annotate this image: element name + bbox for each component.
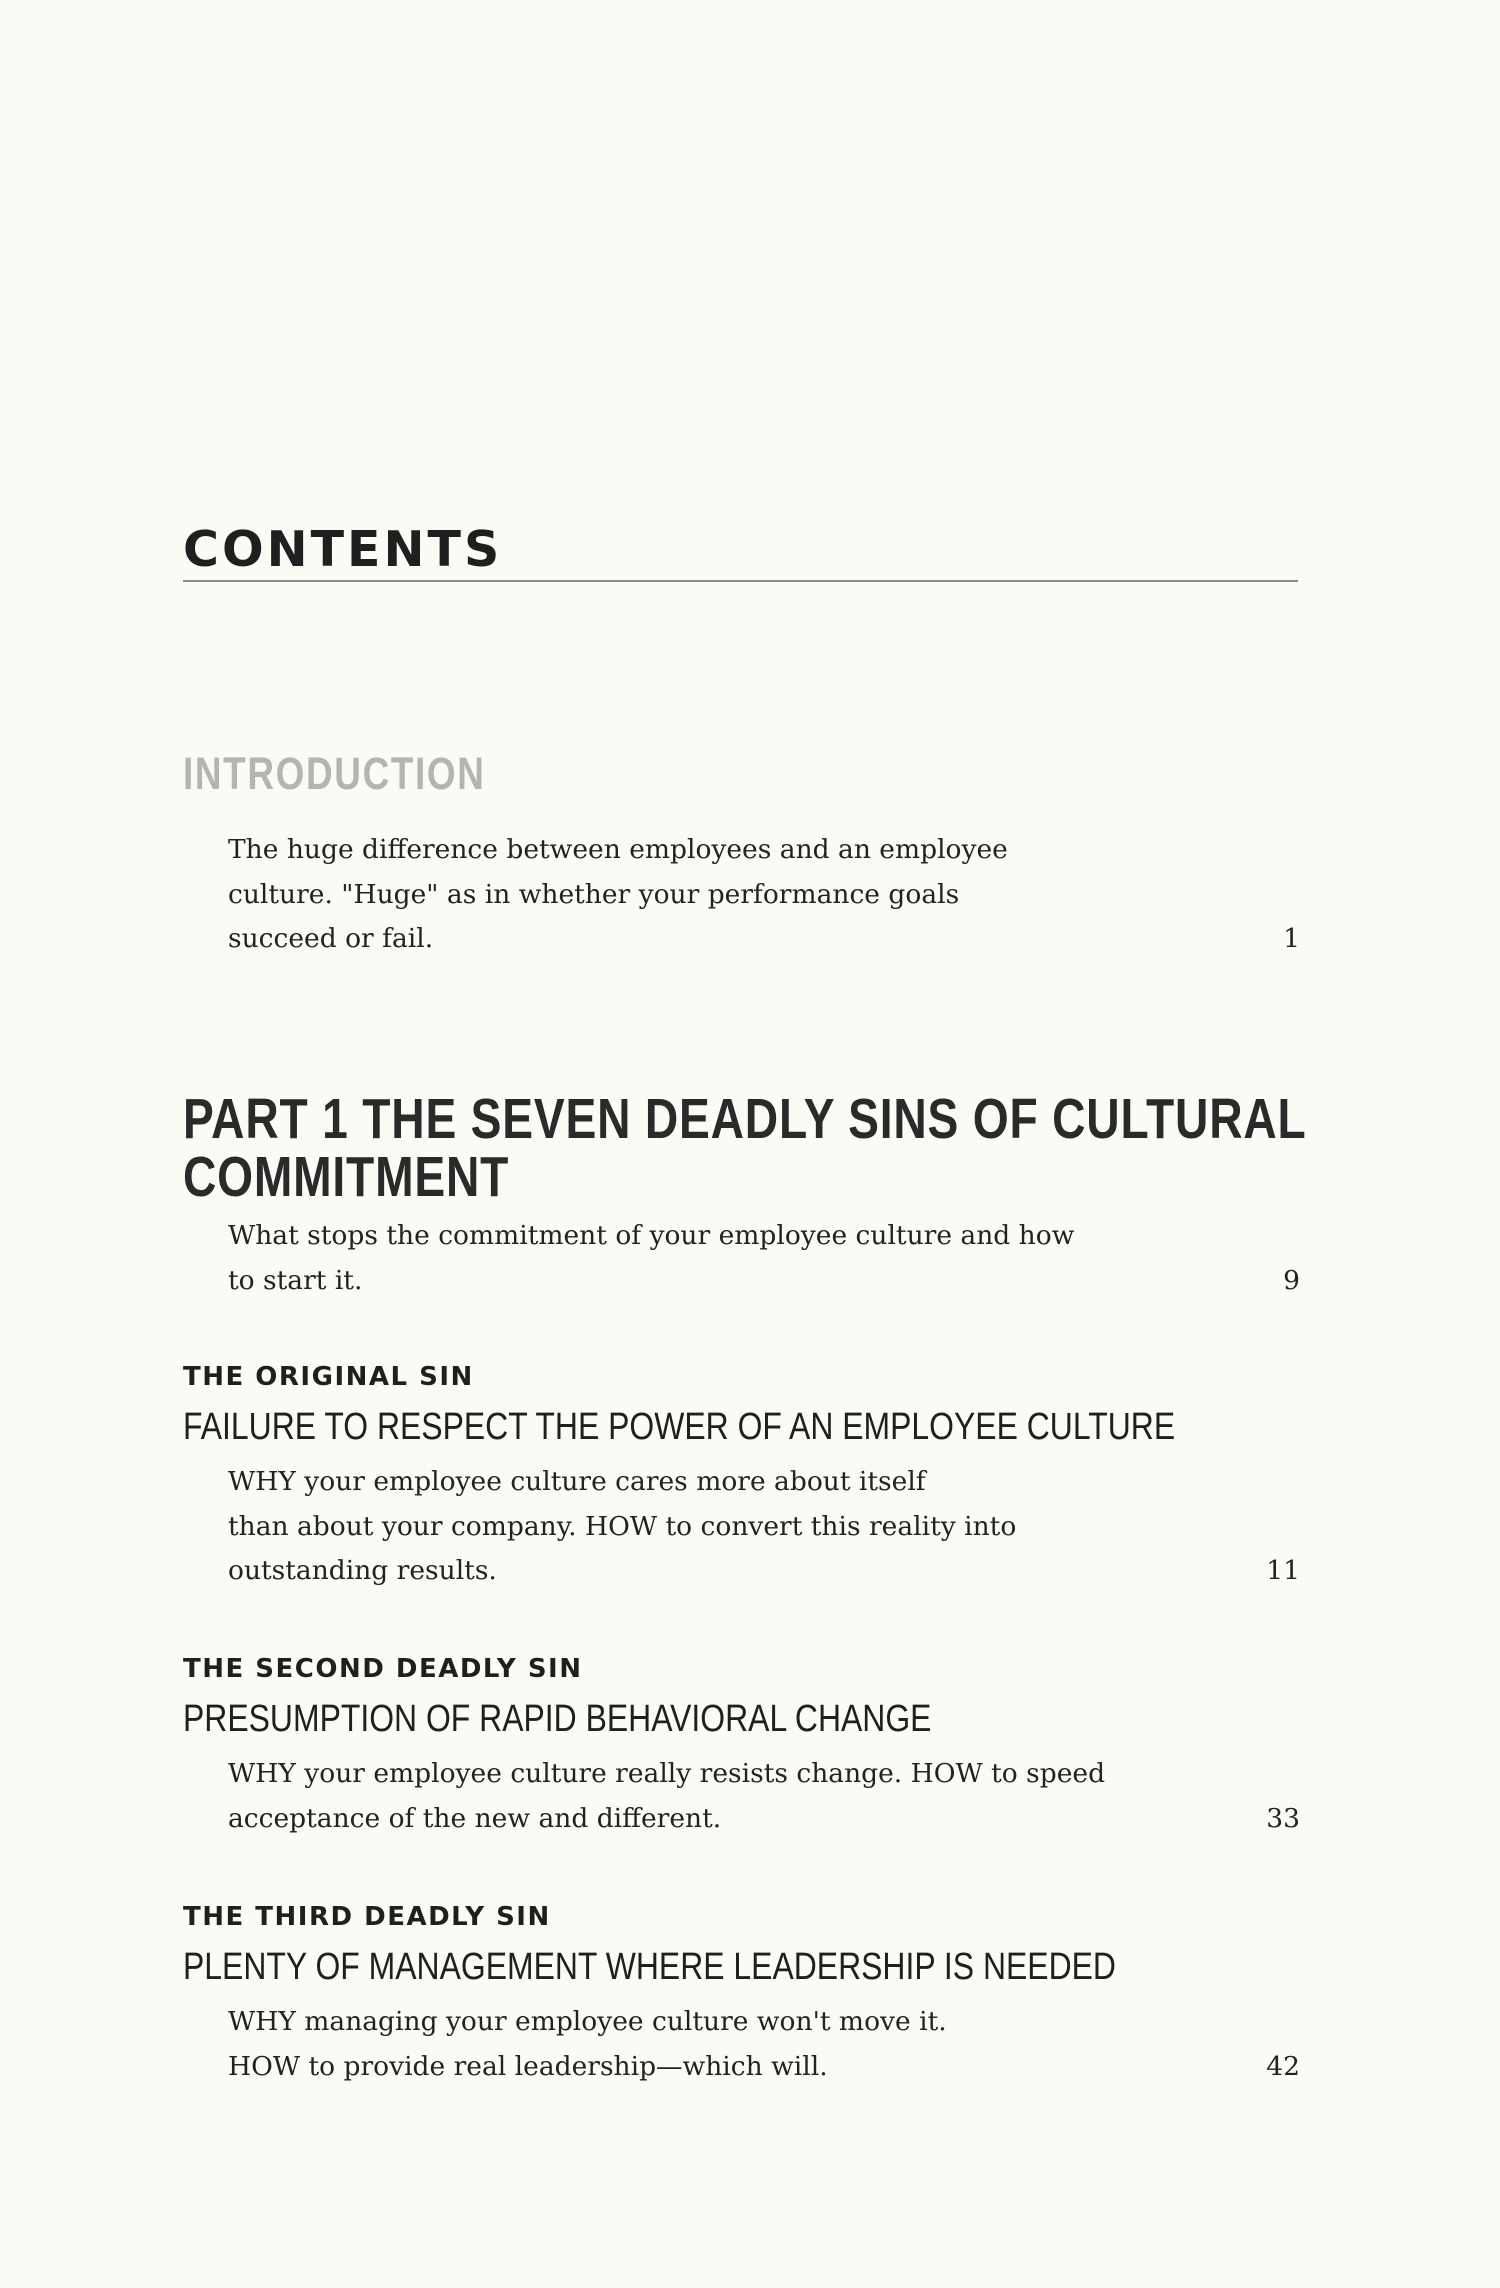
sin-section-original [183, 1360, 1300, 1594]
page-number: 42 [1266, 2050, 1300, 2082]
part-heading [183, 1087, 1317, 1209]
entry-line: HOW to provide real leadership—which will. [228, 2050, 828, 2082]
entry-line: culture. "Huge" as in whether your performance goals [228, 878, 960, 910]
entry-line: outstanding results. [228, 1555, 497, 1586]
entry-line: WHY your employee culture cares more about itself [228, 1466, 926, 1497]
entry-line: What stops the commitment of your employee culture and how [228, 1220, 1075, 1251]
sin-entry [228, 1752, 1300, 1841]
contents-divider [183, 580, 1298, 582]
sin-entry [228, 2000, 1300, 2089]
introduction-heading: INTRODUCTION [183, 748, 486, 799]
entry-description [228, 828, 1148, 962]
entry-line: acceptance of the new and different. [228, 1802, 722, 1834]
page-number: 9 [1283, 1264, 1300, 1296]
page-number: 1 [1283, 923, 1300, 954]
entry-line: WHY managing your employee culture won't move it. [228, 2006, 947, 2037]
entry-line: The huge difference between employees and an employee [228, 834, 1008, 865]
entry-line: than about your company. HOW to convert this reality into [228, 1510, 1017, 1542]
sin-section-second [183, 1652, 1300, 1841]
entry-line: WHY your employee culture really resists change. HOW to speed [228, 1758, 1106, 1789]
part1-entry [228, 1214, 1300, 1303]
part-title-line2: COMMITMENT [183, 1145, 510, 1209]
sin-title: FAILURE TO RESPECT THE POWER OF AN EMPLOYEE CULTURE [183, 1406, 1176, 1448]
entry-description [228, 1460, 1148, 1594]
part-title-line1: THE SEVEN DEADLY SINS OF CULTURAL [362, 1087, 1307, 1151]
entry-line: succeed or fail. [228, 923, 434, 954]
sin-section-third [183, 1900, 1300, 2089]
contents-heading: CONTENTS [183, 521, 503, 578]
page-number: 33 [1266, 1802, 1300, 1834]
page-number: 11 [1266, 1555, 1300, 1586]
sin-label: THE THIRD DEADLY SIN [183, 1902, 551, 1932]
entry-description [228, 1752, 1228, 1841]
sin-title: PLENTY OF MANAGEMENT WHERE LEADERSHIP IS NEEDED [183, 1946, 1116, 1988]
sin-label: THE ORIGINAL SIN [183, 1362, 474, 1392]
introduction-section [183, 748, 1300, 962]
entry-description [228, 2000, 1148, 2089]
part1-section [183, 1087, 1307, 1303]
entry-line: to start it. [228, 1264, 363, 1296]
entry-description [228, 1214, 1148, 1303]
sin-label: THE SECOND DEADLY SIN [183, 1654, 583, 1684]
sin-title: PRESUMPTION OF RAPID BEHAVIORAL CHANGE [183, 1698, 932, 1740]
part-label: PART 1 [183, 1087, 349, 1151]
introduction-entry [228, 828, 1300, 962]
sin-entry [228, 1460, 1300, 1594]
